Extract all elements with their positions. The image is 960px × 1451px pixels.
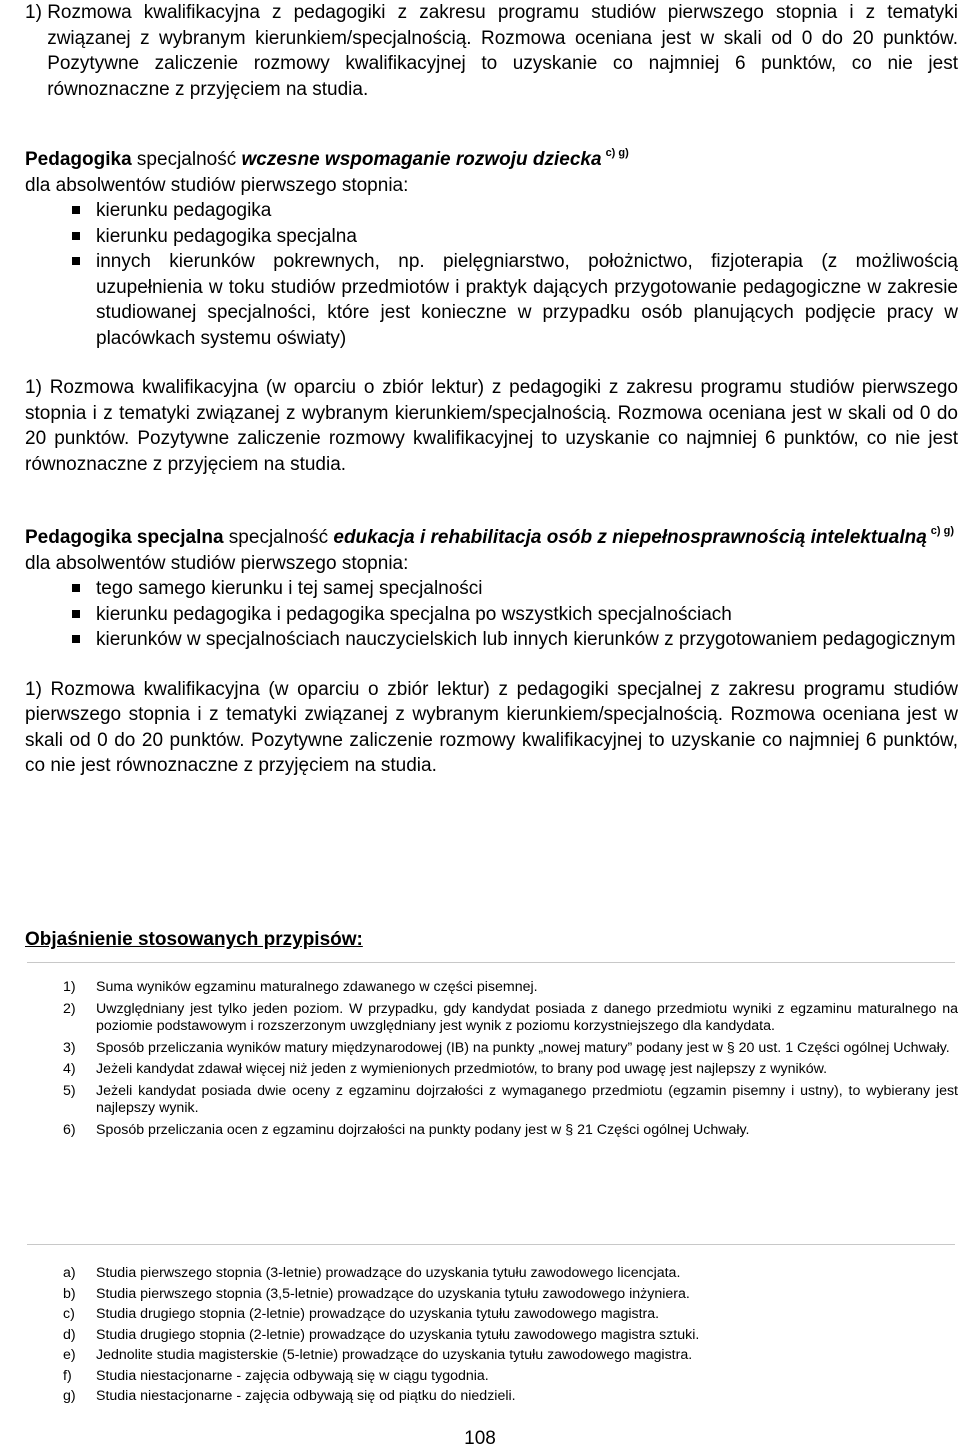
list-item-text: tego samego kierunku i tej samej specjalności: [96, 578, 483, 599]
footnote-text: Jeżeli kandydat zdawał więcej niż jeden z wymienionych przedmiotów, to brany pod uwagę jest najlepszy z wyników.: [96, 1061, 828, 1077]
list-item-text: kierunków w specjalnościach nauczycielskich lub innych kierunków z przygotowaniem pedagogicznym: [96, 629, 956, 650]
footnote-key: d): [63, 1326, 76, 1343]
divider: [27, 1244, 955, 1245]
square-bullet-icon: [72, 257, 80, 265]
footnote-text: Studia pierwszego stopnia (3,5-letnie) prowadzące do uzyskania tytułu zawodowego inżyniera.: [96, 1285, 690, 1302]
list-item: [25, 576, 958, 602]
footnote-text: Studia drugiego stopnia (2-letnie) prowadzące do uzyskania tytułu zawodowego magistra sztuki.: [96, 1326, 700, 1343]
footnote-key: f): [63, 1367, 72, 1384]
footnote-text: Studia niestacjonarne - zajęcia odbywają się w ciągu tygodnia.: [96, 1367, 489, 1384]
footnote-row: [63, 1368, 958, 1386]
heading-footnote-ref: c) g): [605, 147, 629, 159]
footnote-row: [63, 1040, 958, 1058]
footnote-key: 4): [63, 1061, 76, 1077]
heading-label: specjalność: [223, 527, 334, 548]
square-bullet-icon: [72, 206, 80, 214]
footnote-key: b): [63, 1285, 76, 1302]
footnote-row: [63, 1083, 958, 1118]
section-wczesne-wspomaganie: [25, 147, 958, 477]
bullet-list: [25, 576, 958, 653]
footnote-row: [63, 1001, 958, 1036]
numbered-footnotes: [63, 979, 958, 1139]
section-heading: [25, 525, 958, 551]
footnote-text: Studia niestacjonarne - zajęcia odbywają się od piątku do niedzieli.: [96, 1388, 516, 1404]
footnote-row: [63, 1347, 958, 1365]
footnote-key: e): [63, 1347, 76, 1363]
footnotes-title: Objaśnienie stosowanych przypisów:: [25, 929, 363, 950]
footnote-row: [63, 1388, 958, 1406]
footnote-row: [63, 1122, 958, 1140]
footnote-text: Jeżeli kandydat posiada dwie oceny z egzaminu dojrzałości z wymaganego przedmiotu (egzamin pisemny i ustny), to wybierany jest najlepszy wynik.: [96, 1082, 958, 1116]
section-intro: dla absolwentów studiów pierwszego stopnia:: [25, 174, 409, 196]
footnote-row: [63, 1286, 958, 1304]
square-bullet-icon: [72, 232, 80, 240]
list-item-text: kierunku pedagogika specjalna: [96, 225, 357, 247]
heading-footnote-ref: c) g): [930, 525, 955, 537]
bullet-list: [25, 198, 958, 351]
square-bullet-icon: [72, 584, 80, 592]
footnote-row: [63, 1306, 958, 1324]
footnote-text: Studia drugiego stopnia (2-letnie) prowadzące do uzyskania tytułu zawodowego magistra.: [96, 1306, 660, 1322]
footnote-text: Sposób przeliczania wyników matury międzynarodowej (IB) na punkty „nowej matury” podany jest w § 20 ust. 1 Części ogólnej Uchwały.: [96, 1039, 950, 1056]
heading-specialty: edukacja i rehabilitacja osób z niepełnosprawnością intelektualną: [333, 527, 927, 548]
list-item-text: kierunku pedagogika: [96, 200, 272, 221]
footnote-key: 6): [63, 1121, 76, 1138]
list-item: [25, 198, 958, 224]
page-number: 108: [464, 1428, 496, 1449]
footnote-key: 1): [63, 979, 76, 995]
square-bullet-icon: [72, 635, 80, 643]
footnote-key: 5): [63, 1082, 76, 1099]
section-numbered-item: 1) Rozmowa kwalifikacyjna (w oparciu o zbiór lektur) z pedagogiki specjalnej z zakresu programu studiów pierwszego stopnia i z tematyki związanej z wybranym kierunkiem/specjalnością. Rozmowa oceniana jest w skali od 0 do 20 punktów. Pozytywne zaliczenie rozmowy kwalifikacyjnej to uzyskanie co najmniej 6 punktów, co nie jest równoznaczne z przyjęciem na studia.: [25, 678, 958, 776]
footnote-key: c): [63, 1306, 75, 1322]
heading-specialty: wczesne wspomaganie rozwoju dziecka: [241, 149, 602, 170]
heading-label: specjalność: [131, 149, 242, 170]
item-number: 1): [25, 2, 48, 23]
footnote-text: Suma wyników egzaminu maturalnego zdawanego w części pisemnej.: [96, 979, 538, 995]
footnote-text: Uwzględniany jest tylko jeden poziom. W przypadku, gdy kandydat posiada z danego przedmiotu wyniki z egzaminu maturalnego na poziomie podstawowym i rozszerzonym uwzględniany jest wynik z poziomu korzystniejszego dla kandydata.: [96, 1000, 958, 1034]
footnote-text: Studia pierwszego stopnia (3-letnie) prowadzące do uzyskania tytułu zawodowego licencjata.: [96, 1265, 681, 1281]
top-numbered-item: [25, 0, 958, 102]
footnote-row: [63, 1265, 958, 1283]
lettered-footnotes: [63, 1265, 958, 1406]
footnote-key: 3): [63, 1039, 76, 1056]
section-numbered-item: 1) Rozmowa kwalifikacyjna (w oparciu o zbiór lektur) z pedagogiki z zakresu programu studiów pierwszego stopnia i z tematyki związanej z wybranym kierunkiem/specjalnością. Rozmowa oceniana jest w skali od 0 do 20 punktów. Pozytywne zaliczenie rozmowy kwalifikacyjnej to uzyskanie co najmniej 6 punktów, co nie jest równoznaczne z przyjęciem na studia.: [25, 377, 958, 475]
heading-field: Pedagogika specjalna: [25, 527, 224, 548]
list-item: [25, 249, 958, 351]
footnote-key: g): [63, 1388, 76, 1404]
footnote-text: Jednolite studia magisterskie (5-letnie) prowadzące do uzyskania tytułu zawodowego magistra.: [96, 1347, 693, 1363]
section-edukacja-rehabilitacja: [25, 525, 958, 779]
footnote-key: 2): [63, 1000, 76, 1017]
heading-field: Pedagogika: [25, 149, 132, 170]
list-item-text: kierunku pedagogika i pedagogika specjalna po wszystkich specjalnościach: [96, 603, 732, 625]
footnote-row: [63, 979, 958, 997]
section-heading: [25, 147, 958, 173]
item-text: Rozmowa kwalifikacyjna z pedagogiki z zakresu programu studiów pierwszego stopnia i z tematyki związanej z wybranym kierunkiem/specjalnością. Rozmowa oceniana jest w skali od 0 do 20 punktów. Pozytywne zaliczenie rozmowy kwalifikacyjnej to uzyskanie co najmniej 6 punktów, co nie jest równoznaczne z przyjęciem na studia.: [47, 2, 958, 100]
square-bullet-icon: [72, 610, 80, 618]
footnote-text: Sposób przeliczania ocen z egzaminu dojrzałości na punkty podany jest w § 21 Części ogólnej Uchwały.: [96, 1121, 750, 1138]
list-item: [25, 627, 958, 653]
footnote-row: [63, 1327, 958, 1345]
list-item: [25, 224, 958, 250]
section-intro: dla absolwentów studiów pierwszego stopnia:: [25, 552, 409, 574]
divider: [27, 962, 955, 963]
list-item: [25, 602, 958, 628]
footnote-row: [63, 1061, 958, 1079]
footnote-key: a): [63, 1265, 76, 1281]
list-item-text: innych kierunków pokrewnych, np. pielęgniarstwo, położnictwo, fizjoterapia (z możliwością uzupełnienia w toku studiów przedmiotów i praktyk dających przygotowanie pedagogiczne w zakresie studiowanej specjalności, które jest konieczne w przypadku osób planujących podjęcie pracy w placówkach systemu oświaty): [96, 251, 958, 349]
